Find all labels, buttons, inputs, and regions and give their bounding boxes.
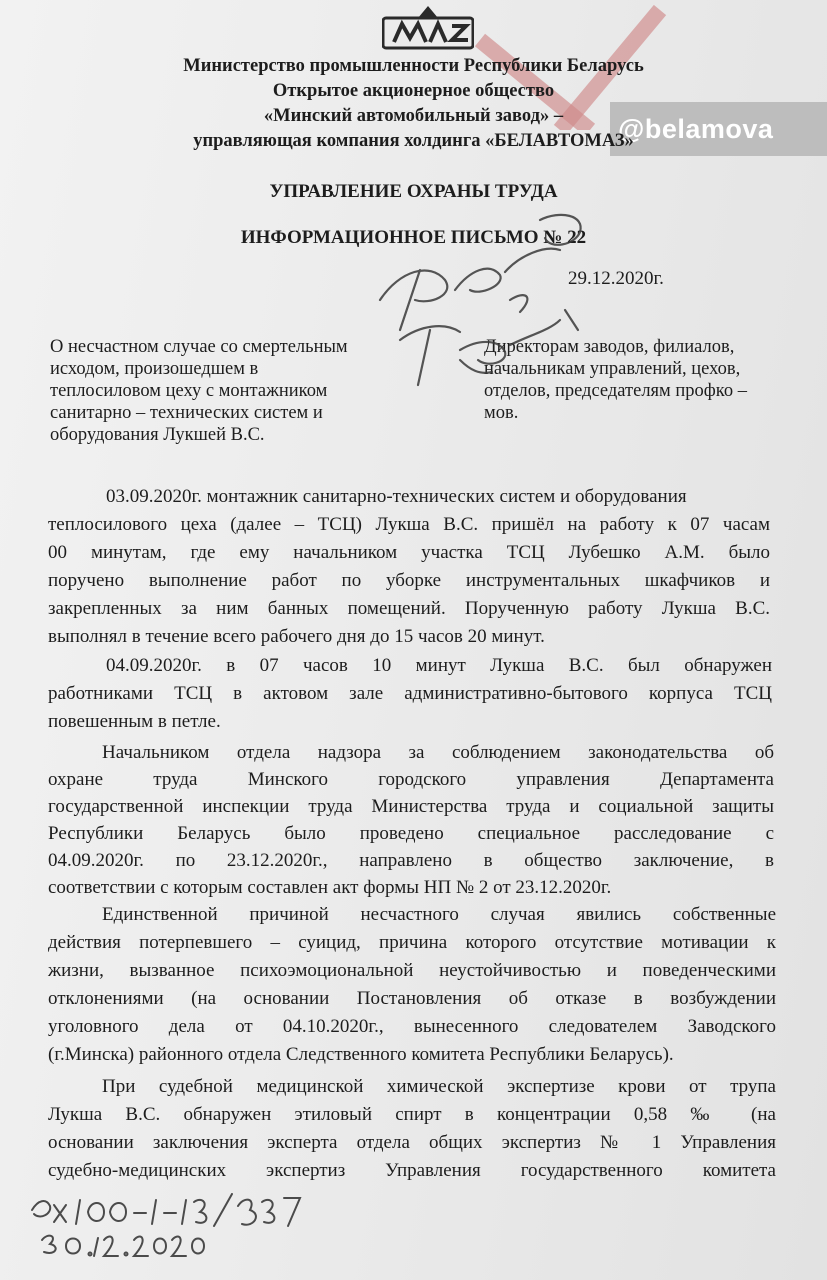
addressee-line: отделов, председателям профко – xyxy=(484,381,747,401)
body-line: основании заключения эксперта отдела общих экспертиз № 1 Управления xyxy=(48,1132,776,1153)
body-line: охране труда Минского городского управления Департамента xyxy=(48,769,774,790)
subject-line: санитарно – технических систем и xyxy=(50,403,323,423)
company-name-line: «Минский автомобильный завод» – xyxy=(263,106,564,126)
body-line: повешенным в петле. xyxy=(48,711,221,732)
subject-line: теплосиловом цеху с монтажником xyxy=(50,381,328,401)
body-line: отклонениями (на основании Постановления об отказе в возбуждении xyxy=(48,988,776,1009)
body-line: теплосилового цеха (далее – ТСЦ) Лукша В.С. пришёл на работу к 07 часам xyxy=(48,514,770,535)
addressee-line: Директорам заводов, филиалов, xyxy=(484,337,735,357)
holding-line: управляющая компания холдинга «БЕЛАВТОМАЗ» xyxy=(193,131,634,151)
watermark-text: @belamova xyxy=(610,102,827,156)
body-line: Начальником отдела надзора за соблюдением законодательства об xyxy=(102,742,774,763)
body-line: 04.09.2020г. в 07 часов 10 минут Лукша В.С. был обнаружен xyxy=(106,655,772,676)
body-line: 03.09.2020г. монтажник санитарно-технических систем и оборудования xyxy=(106,486,687,507)
addressee-block xyxy=(484,336,784,424)
body-line: соответствии с которым составлен акт формы НП № 2 от 23.12.2020г. xyxy=(48,877,612,898)
body-line: выполнял в течение всего рабочего дня до 15 часов 20 минут. xyxy=(48,626,545,647)
body-line: закрепленных за ним банных помещений. Порученную работу Лукша В.С. xyxy=(48,598,770,619)
body-line: судебно-медицинских экспертиз Управления государственного комитета xyxy=(48,1160,776,1181)
ministry-line: Министерство промышленности Республики Беларусь xyxy=(183,56,644,76)
letter-date: 29.12.2020г. xyxy=(568,268,664,289)
body-line: работниками ТСЦ в актовом зале административно-бытового корпуса ТСЦ xyxy=(48,683,772,704)
company-type-line: Открытое акционерное общество xyxy=(272,81,555,101)
body-line: При судебной медицинской химической экспертизе крови от трупа xyxy=(102,1076,776,1097)
body-line: поручено выполнение работ по уборке инструментальных шкафчиков и xyxy=(48,570,770,591)
body-line: жизни, вызванное психоэмоциональной неустойчивостью и поведенческими xyxy=(48,960,776,981)
department-title: УПРАВЛЕНИЕ ОХРАНЫ ТРУДА xyxy=(269,181,558,202)
subject-block xyxy=(50,336,390,446)
body-line: (г.Минска) районного отдела Следственного комитета Республики Беларусь). xyxy=(48,1044,674,1065)
subject-line: исходом, произошедшем в xyxy=(50,359,259,379)
subject-line: оборудования Лукшей В.С. xyxy=(50,425,265,445)
body-line: 04.09.2020г. по 23.12.2020г., направлено в общество заключение, в xyxy=(48,850,774,871)
body-line: действия потерпевшего – суицид, причина которого отсутствие мотивации к xyxy=(48,932,776,953)
body-line: Республики Беларусь было проведено специальное расследование с xyxy=(48,823,774,844)
body-line: 00 минутам, где ему начальником участка ТСЦ Лубешко А.М. было xyxy=(48,542,770,563)
letter-title: ИНФОРМАЦИОННОЕ ПИСЬМО № 22 xyxy=(240,227,587,248)
maz-logo xyxy=(382,4,474,50)
addressee-line: начальникам управлений, цехов, xyxy=(484,359,741,379)
body-line: уголовного дела от 04.10.2020г., вынесенного следователем Заводского xyxy=(48,1016,776,1037)
body-line: Единственной причиной несчастного случая явились собственные xyxy=(102,904,776,925)
body-line: государственной инспекции труда Министерства труда и социальной защиты xyxy=(48,796,774,817)
subject-line: О несчастном случае со смертельным xyxy=(50,337,348,357)
body-line: Лукша В.С. обнаружен этиловый спирт в концентрации 0,58 ‰ (на xyxy=(48,1104,776,1125)
addressee-line: мов. xyxy=(484,403,519,423)
